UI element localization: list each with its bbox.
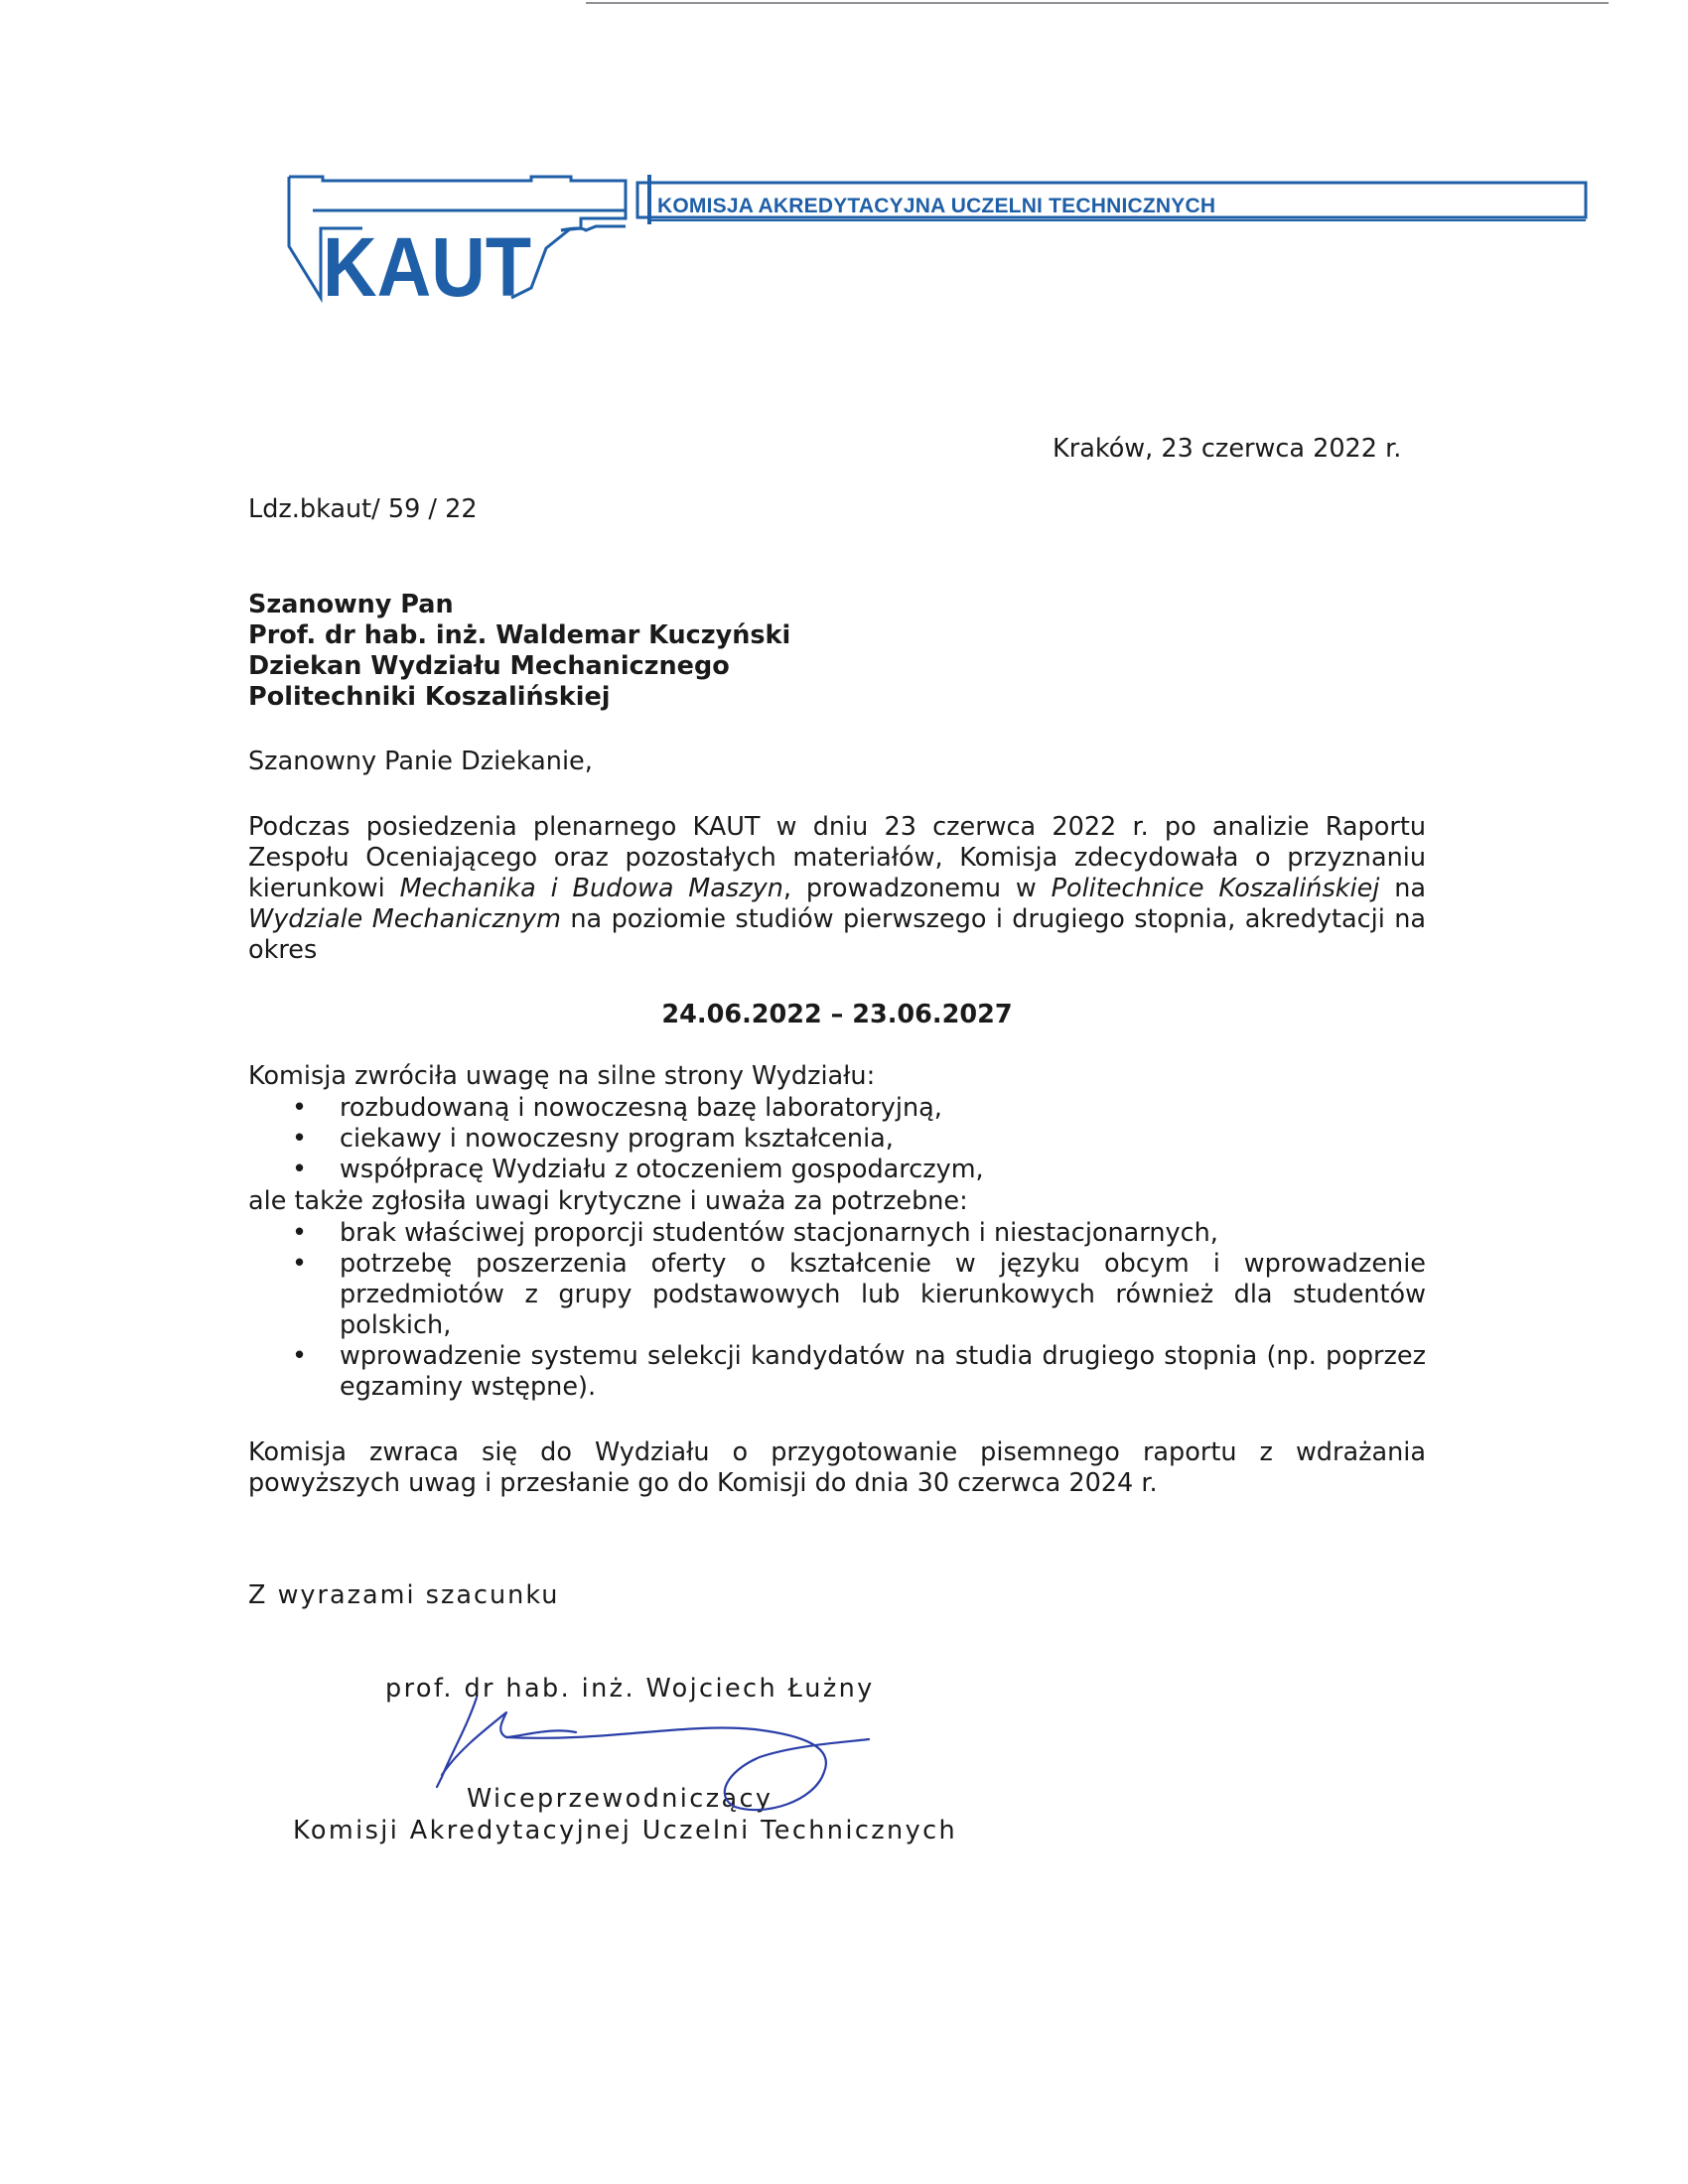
recipient-line: Politechniki Koszalińskiej bbox=[248, 682, 611, 712]
strengths-list bbox=[248, 1093, 1426, 1185]
text-run: na bbox=[1379, 874, 1427, 903]
logo-wordmark: KAUT bbox=[323, 220, 531, 308]
critique-intro: ale także zgłosiła uwagi krytyczne i uważa za potrzebne: bbox=[248, 1186, 968, 1216]
list-item bbox=[248, 1249, 1426, 1341]
list-item-text: współpracę Wydziału z otoczeniem gospodarczym, bbox=[340, 1155, 984, 1184]
signer-name: prof. dr hab. inż. Wojciech Łużny bbox=[385, 1674, 875, 1704]
text-run: Podczas posiedzenia plenarnego KAUT w dniu 23 czerwca 2022 r. po analizie Raportu Zespołu Oceniającego oraz pozostałych materiałów, Komisja zdecydowała o przyznaniu kierunkowi bbox=[248, 812, 1426, 903]
salutation: Szanowny Panie Dziekanie, bbox=[248, 747, 593, 776]
field-of-study: Mechanika i Budowa Maszyn bbox=[399, 874, 783, 903]
date-line: Kraków, 23 czerwca 2022 r. bbox=[1053, 434, 1402, 464]
bullet-icon: • bbox=[292, 1093, 308, 1123]
list-item bbox=[248, 1124, 1426, 1155]
list-item-text: brak właściwej proporcji studentów stacjonarnych i niestacjonarnych, bbox=[340, 1218, 1218, 1248]
banner-title: KOMISJA AKREDYTACYJNA UCZELNI TECHNICZNYCH bbox=[657, 195, 1216, 217]
decision-paragraph bbox=[248, 812, 1426, 966]
bullet-icon: • bbox=[292, 1341, 308, 1371]
signer-organization: Komisji Akredytacyjnej Uczelni Technicznych bbox=[293, 1816, 958, 1845]
list-item-text: ciekawy i nowoczesny program kształcenia, bbox=[340, 1124, 894, 1154]
list-item-text: potrzebę poszerzenia oferty o kształcenie w języku obcym i wprowadzenie przedmiotów z grupy podstawowych lub kierunkowych również dla studentów polskich, bbox=[340, 1249, 1426, 1340]
signer-role: Wiceprzewodniczący bbox=[467, 1784, 774, 1814]
scan-edge-line bbox=[586, 2, 1609, 4]
recipient-line: Dziekan Wydziału Mechanicznego bbox=[248, 651, 730, 681]
bullet-icon: • bbox=[292, 1249, 308, 1279]
recipient-block bbox=[248, 590, 790, 713]
regards: Z wyrazami szacunku bbox=[248, 1580, 560, 1610]
list-item bbox=[248, 1093, 1426, 1124]
handwritten-signature bbox=[427, 1688, 874, 1837]
recipient-line: Szanowny Pan bbox=[248, 590, 454, 619]
text-run: na poziomie studiów pierwszego i drugiego stopnia, akredytacji na okres bbox=[248, 904, 1426, 965]
faculty-name: Wydziale Mechanicznym bbox=[248, 904, 561, 934]
list-item bbox=[248, 1155, 1426, 1185]
accreditation-period: 24.06.2022 – 23.06.2027 bbox=[661, 1000, 1013, 1029]
list-item bbox=[248, 1218, 1426, 1249]
list-item bbox=[248, 1341, 1426, 1403]
list-item-text: wprowadzenie systemu selekcji kandydatów na studia drugiego stopnia (np. poprzez egzaminy wstępne). bbox=[340, 1341, 1426, 1402]
strengths-intro: Komisja zwróciła uwagę na silne strony Wydziału: bbox=[248, 1061, 876, 1091]
list-item-text: rozbudowaną i nowoczesną bazę laboratoryjną, bbox=[340, 1093, 942, 1123]
university-name: Politechnice Koszalińskiej bbox=[1051, 874, 1380, 903]
bullet-icon: • bbox=[292, 1218, 308, 1248]
recipient-line: Prof. dr hab. inż. Waldemar Kuczyński bbox=[248, 620, 791, 650]
closing-paragraph: Komisja zwraca się do Wydziału o przygotowanie pisemnego raportu z wdrażania powyższych uwag i przesłanie go do Komisji do dnia 30 czerwca 2024 r. bbox=[248, 1437, 1426, 1498]
text-run: , prowadzonemu w bbox=[782, 874, 1052, 903]
bullet-icon: • bbox=[292, 1124, 308, 1154]
kaut-logo bbox=[283, 169, 1594, 308]
reference-number: Ldz.bkaut/ 59 / 22 bbox=[248, 494, 478, 524]
critique-list bbox=[248, 1218, 1426, 1403]
bullet-icon: • bbox=[292, 1155, 308, 1184]
